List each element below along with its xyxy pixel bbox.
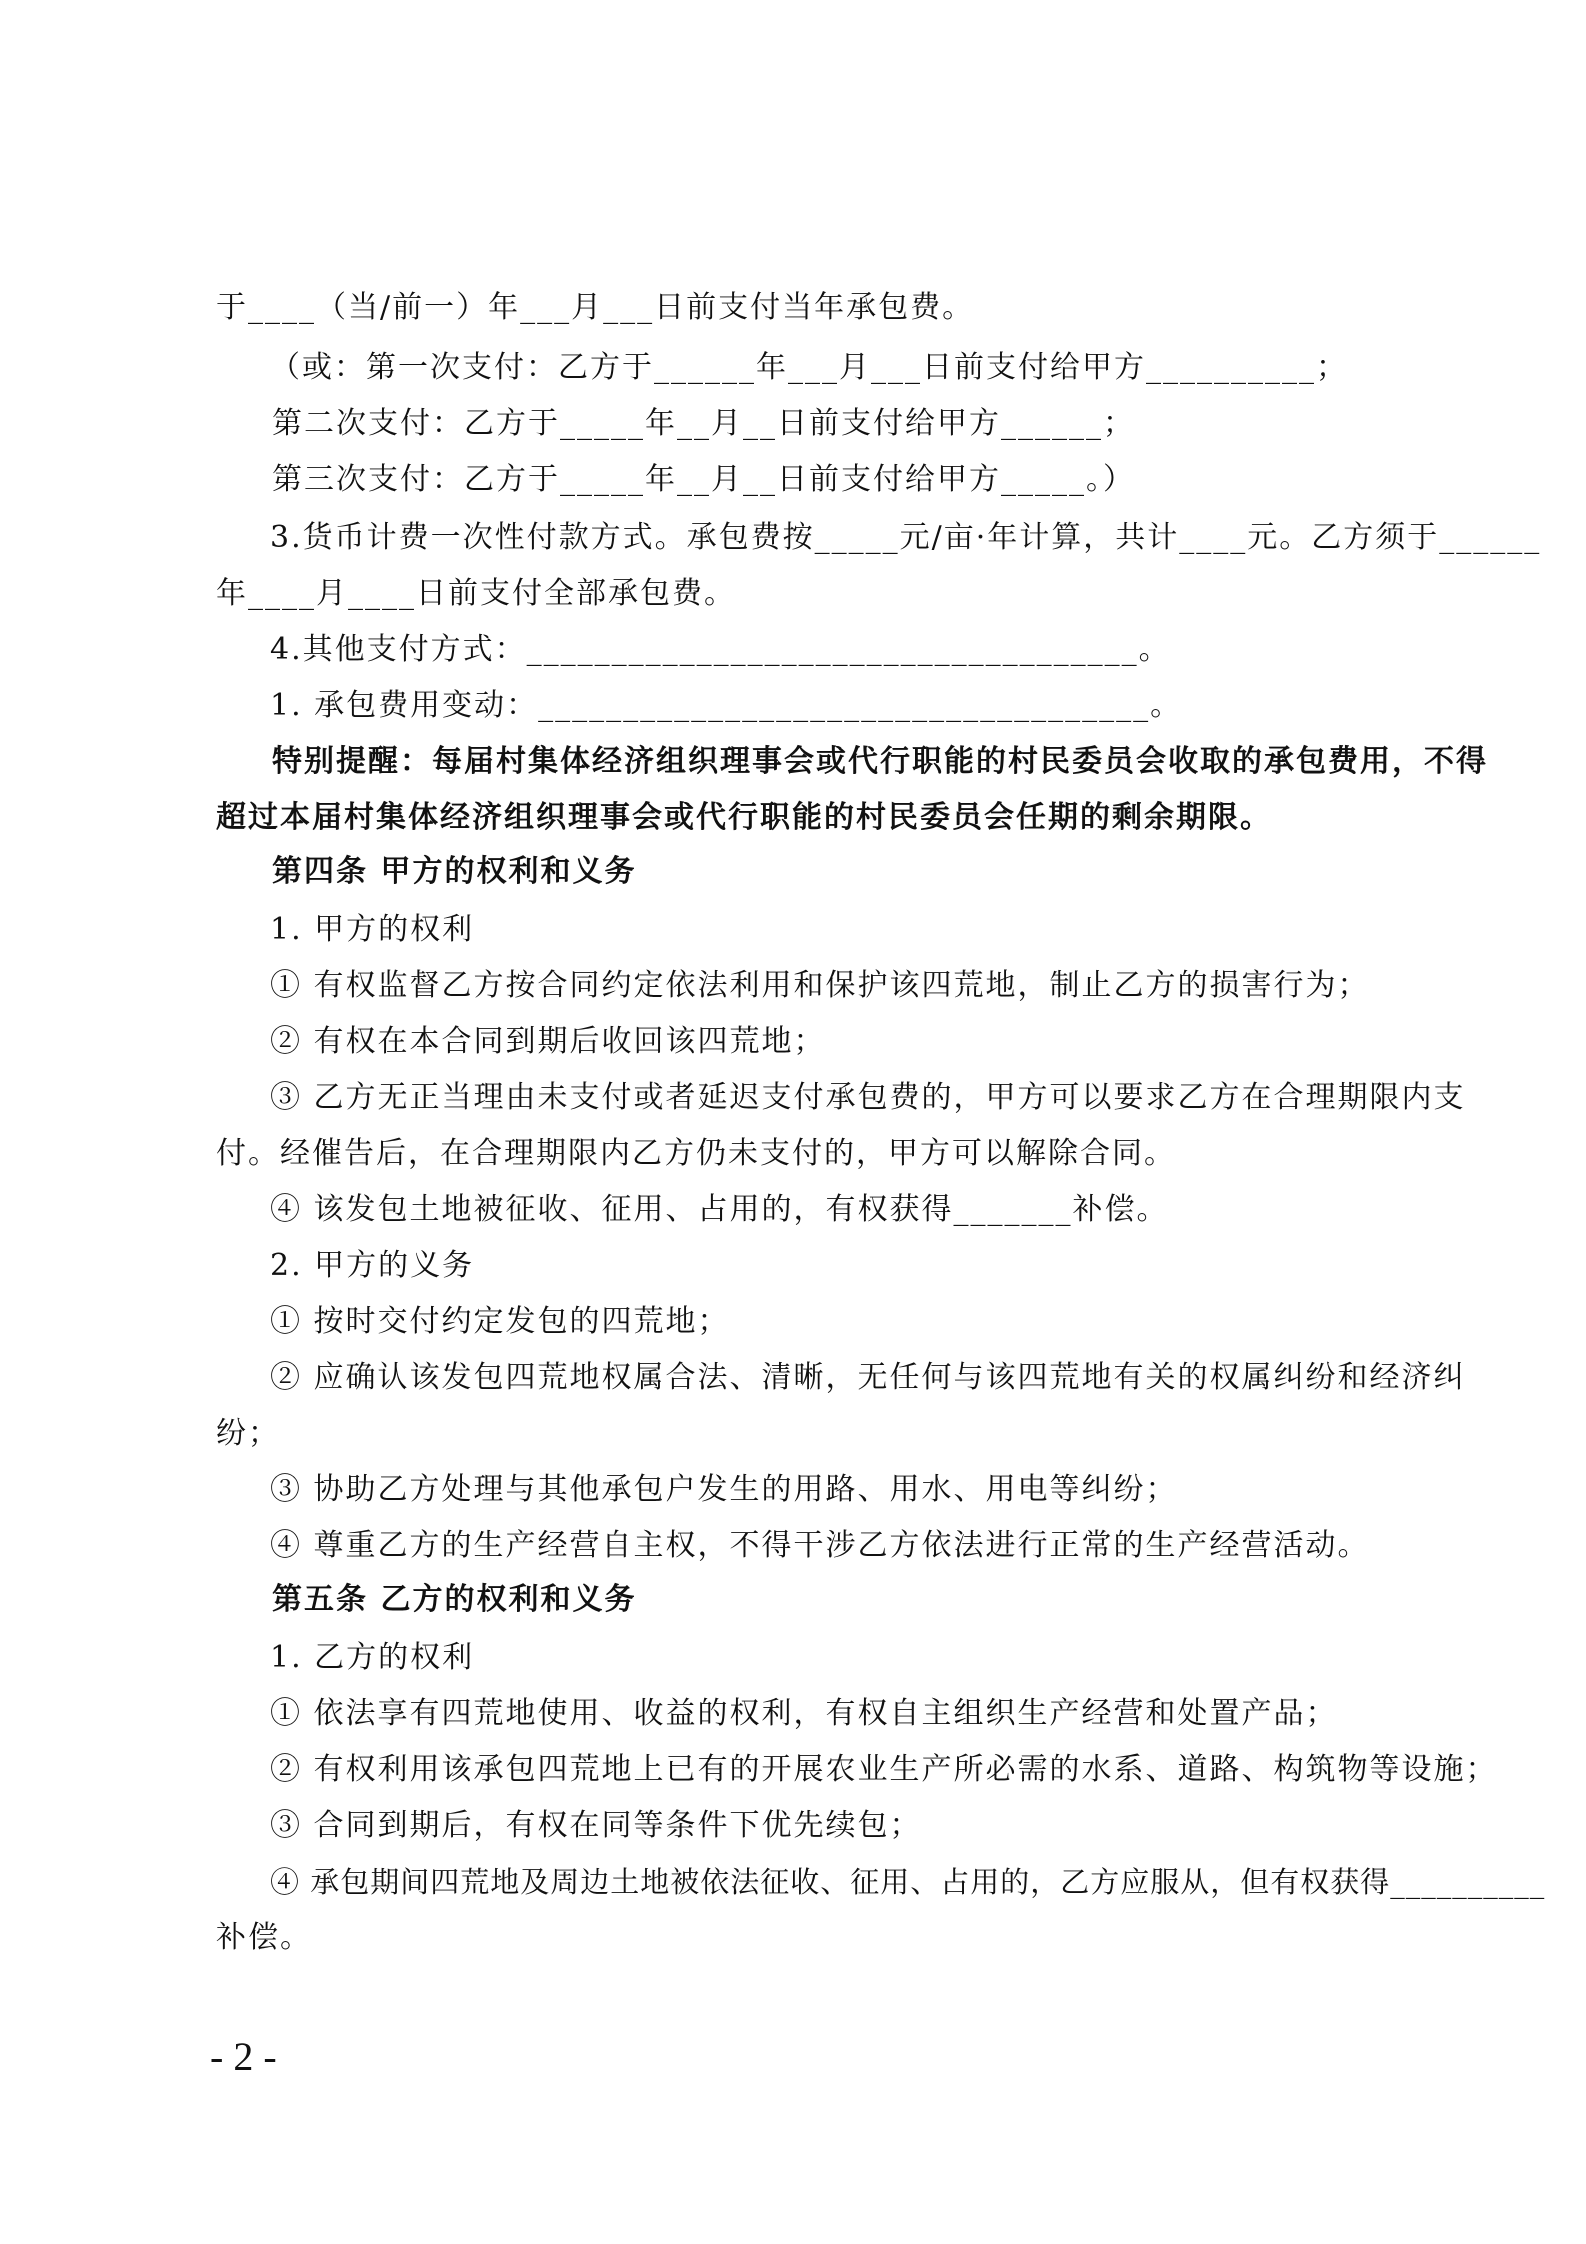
text-line-8: 1. 承包费用变动：____________________________________。 — [270, 688, 1183, 723]
text-line-17: ④ 该发包土地被征收、征用、占用的，有权获得_______补偿。 — [270, 1192, 1169, 1227]
special-reminder-line-2: 超过本届村集体经济组织理事会或代行职能的村民委员会任期的剩余期限。 — [216, 800, 1272, 835]
text-line-21: 纷； — [216, 1416, 280, 1451]
text-line-4: 第三次支付：乙方于_____年__月__日前支付给甲方_____。） — [272, 462, 1135, 497]
text-line-30: 补偿。 — [216, 1920, 312, 1955]
text-line-13: ① 有权监督乙方按合同约定依法利用和保护该四荒地，制止乙方的损害行为； — [270, 968, 1370, 1003]
text-line-2: （或：第一次支付：乙方于______年___月___日前支付给甲方__________； — [270, 350, 1348, 385]
article-4-heading: 第四条 甲方的权利和义务 — [272, 854, 637, 889]
special-reminder-line-1: 特别提醒：每届村集体经济组织理事会或代行职能的村民委员会收取的承包费用，不得 — [272, 744, 1488, 779]
page-number: - 2 - — [210, 2034, 277, 2079]
text-line-26: ① 依法享有四荒地使用、收益的权利，有权自主组织生产经营和处置产品； — [270, 1696, 1338, 1731]
text-line-25: 1. 乙方的权利 — [270, 1640, 475, 1675]
text-line-23: ④ 尊重乙方的生产经营自主权，不得干涉乙方依法进行正常的生产经营活动。 — [270, 1528, 1370, 1563]
text-line-14: ② 有权在本合同到期后收回该四荒地； — [270, 1024, 826, 1059]
text-line-12: 1. 甲方的权利 — [270, 912, 475, 947]
text-line-18: 2. 甲方的义务 — [270, 1248, 475, 1283]
text-line-28: ③ 合同到期后，有权在同等条件下优先续包； — [270, 1808, 922, 1843]
text-line-15: ③ 乙方无正当理由未支付或者延迟支付承包费的，甲方可以要求乙方在合理期限内支 — [270, 1080, 1466, 1115]
text-line-7: 4.其他支付方式：____________________________________。 — [270, 632, 1171, 667]
text-line-27: ② 有权利用该承包四荒地上已有的开展农业生产所必需的水系、道路、构筑物等设施； — [270, 1752, 1498, 1787]
text-line-5: 3.货币计费一次性付款方式。承包费按_____元/亩·年计算，共计____元。乙方须于______ — [270, 520, 1542, 555]
text-line-22: ③ 协助乙方处理与其他承包户发生的用路、用水、用电等纠纷； — [270, 1472, 1178, 1507]
text-line-1: 于____（当/前一）年___月___日前支付当年承包费。 — [216, 290, 975, 325]
text-line-3: 第二次支付：乙方于_____年__月__日前支付给甲方______； — [272, 406, 1135, 441]
text-line-29: ④ 承包期间四荒地及周边土地被依法征收、征用、占用的，乙方应服从，但有权获得__________ — [270, 1865, 1546, 1899]
text-line-16: 付。经催告后，在合理期限内乙方仍未支付的，甲方可以解除合同。 — [216, 1136, 1176, 1171]
text-line-6: 年____月____日前支付全部承包费。 — [216, 576, 736, 611]
article-5-heading: 第五条 乙方的权利和义务 — [272, 1582, 637, 1617]
text-line-19: ① 按时交付约定发包的四荒地； — [270, 1304, 730, 1339]
text-line-20: ② 应确认该发包四荒地权属合法、清晰，无任何与该四荒地有关的权属纠纷和经济纠 — [270, 1360, 1466, 1395]
